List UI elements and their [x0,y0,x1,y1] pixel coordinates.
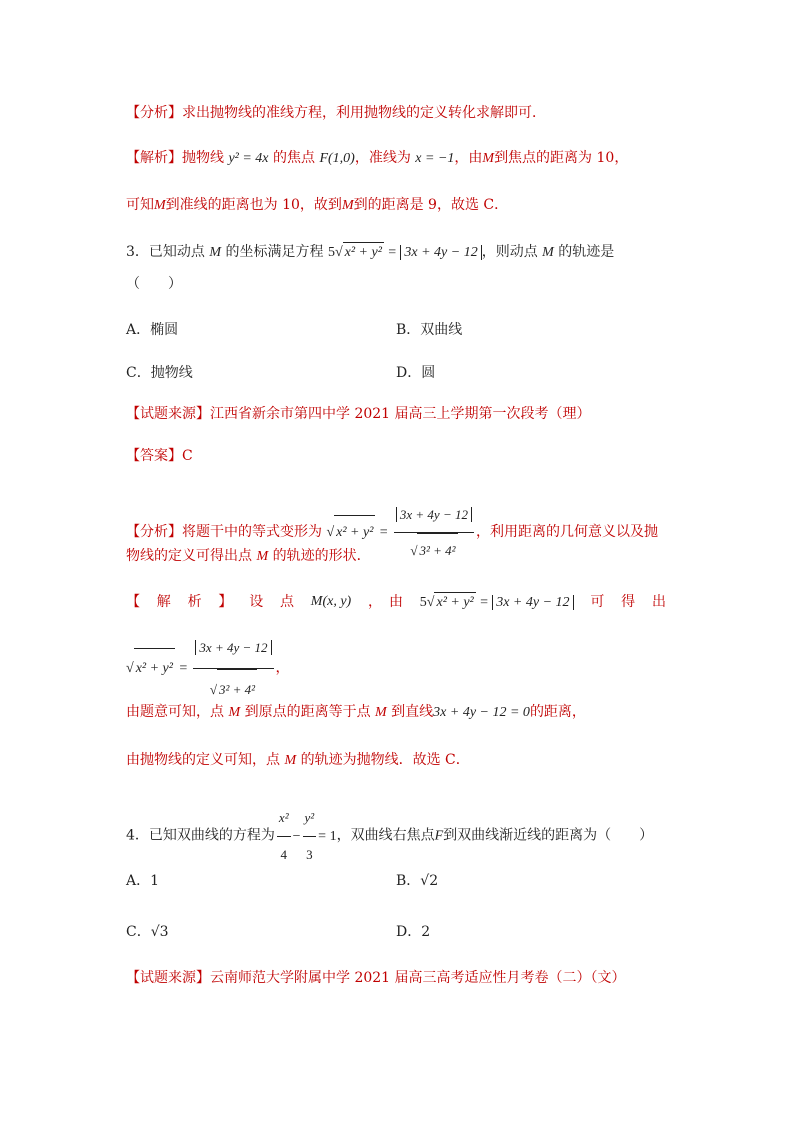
q3-solution-line-4 [126,750,470,771]
solution-text: ， 由 [368,594,403,610]
solution-text: 抛物线 [182,150,224,166]
source-tag: 【试题来源】 [126,970,210,986]
q3-solution-line-3 [126,702,586,723]
option-b: B．双曲线 [396,322,463,338]
analysis-text: 求出抛物线的准线方程，利用抛物线的定义转化求解即可． [182,105,546,121]
solution-text: 点 [279,594,294,610]
equation: x = −1 [415,151,455,166]
source-tag: 【试题来源】 [126,406,210,422]
solution-text: 由抛物线的定义可知，点 [126,752,280,768]
option-c: C．抛物线 [126,365,193,381]
solution-tag-char: 【 [126,594,140,610]
solution-text: 到原点的距离等于点 [244,704,371,720]
equation: y² = 4x [228,151,269,166]
solution-text: 的轨迹为抛物线．故选 C． [300,752,470,768]
analysis-tag: 【分析】 [126,524,182,541]
solution-text: 由题意可知，点 [126,704,224,720]
solution-text: 到直线 [391,704,434,720]
solution-tag-char: 解 [156,594,171,610]
solution-tag-char: 析 [187,594,202,610]
solution-text: ， [275,660,290,677]
solution-text: 得 [621,594,636,610]
analysis-text: ，利用距离的几何意义以及抛 [475,524,658,541]
source-text: 云南师范大学附属中学 2021 届高三高考适应性月考卷（二）（文） [210,970,626,986]
solution-text: 可知 [126,197,154,213]
equation: F(1,0) [319,151,355,166]
variable: F [434,828,444,844]
solution-text: 的距离， [529,704,586,720]
answer-text: C [182,448,193,464]
solution-text: 到准线的距离也为 10，故到 [165,197,342,213]
q3-solution-line-1 [126,592,666,613]
question-3-stem [126,242,614,263]
analysis-text: 的轨迹的形状． [272,548,371,564]
option-a: A．1 [126,873,160,889]
question-text: ，则动点 [481,244,538,260]
option-a: A．椭圆 [126,322,179,338]
analysis-line [126,103,546,123]
question-3-paren: （ ） [126,276,182,292]
solution-text: 设 [249,594,264,610]
equation: 3x + 4y − 12 = 0 [433,705,530,720]
solution-line-1 [126,148,628,169]
solution-text: ，准线为 [354,150,411,166]
question-4-stem [126,800,654,862]
question-text: 4．已知双曲线的方程为 [126,827,275,844]
solution-text: 出 [651,594,666,610]
variable: M [542,245,554,260]
solution-tag: 【解析】 [126,150,182,166]
analysis-tag: 【分析】 [126,105,182,121]
variable: M [341,198,354,213]
equation: 5√ x² + y² = 3x + 4y − 12 [420,592,574,613]
question-text: 3．已知动点 [126,244,205,260]
analysis-text: 将题干中的等式变形为 [182,524,322,541]
equation: √ x² + y² = $\frac{3x + 4y - 12}{\text{√ 3² + 4²}}$ [126,661,276,676]
equation: 5√ x² + y² = 3x + 4y − 12 [328,245,482,260]
variable: M [228,705,241,720]
variable: M [209,245,222,260]
answer-line [126,446,193,466]
variable: M [256,549,269,564]
question-text: 的坐标满足方程 [225,244,324,260]
solution-text: 的焦点 [272,150,315,166]
solution-text: ，由 [454,150,483,166]
source-text: 江西省新余市第四中学 2021 届高三上学期第一次段考（理） [210,406,591,422]
answer-tag: 【答案】 [126,448,182,464]
option-d: D．2 [396,924,431,940]
question-text: 的轨迹是 [558,244,615,260]
solution-line-2 [126,195,508,216]
variable: M [154,198,166,213]
q3-solution-line-2 [126,628,290,697]
variable: M [482,151,495,166]
equation: M(x, y) [310,594,352,609]
option-c: C．√3 [126,924,169,940]
q3-analysis-line-2 [126,546,371,567]
question-text: 到双曲线渐近线的距离为（ ） [443,827,654,844]
variable: M [375,705,387,720]
solution-text: 到的距离是 9，故选 C． [353,197,509,213]
option-b: B．√2 [396,873,439,889]
solution-text: 到焦点的距离为 10， [494,150,629,166]
variable: M [284,753,297,768]
equation: √ x² + y² = $\frac{3x + 4y - 12}{\text{√ 3² + 4²}}$ [326,525,476,540]
q4-source-line [126,968,626,988]
analysis-text: 物线的定义可得出点 [126,548,252,564]
equation: $\frac{\text{x²}}{4}$ − $\frac{\text{y²}}{3}$ = 1 [275,829,337,844]
solution-text: 可 [590,594,605,610]
source-line [126,404,591,424]
solution-tag-char: 】 [218,594,233,610]
option-d: D．圆 [396,365,436,381]
question-text: ，双曲线右焦点 [336,827,435,844]
